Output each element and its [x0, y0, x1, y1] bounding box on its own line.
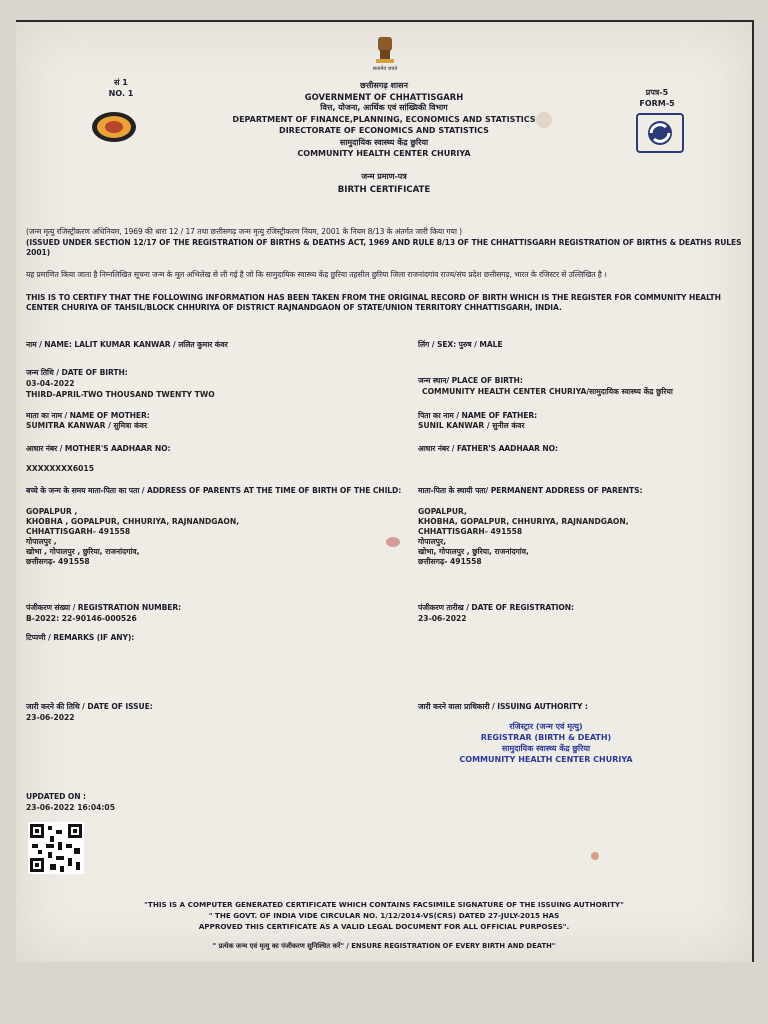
name-row [26, 340, 228, 350]
address-perm-label: माता-पिता के स्थायी पता/ PERMANENT ADDRESS OF PARENTS: [418, 486, 643, 495]
chc-title: COMMUNITY HEALTH CENTER CHURIYA [297, 149, 471, 158]
issued-under-hi: (जन्म मृत्यु रजिस्ट्रीकरण अधिनियम, 1969 की धारा 12 / 17 तथा छत्तीसगढ़ जन्म मृत्यु रजिस्ट्रीकरण नियम, 2001 के नियम 8/13 के अंतर्गत जारी किया गया ) [26, 227, 463, 236]
chc-hi: सामुदायिक स्वास्थ्य केंद्र छुरिया [339, 138, 429, 147]
address-birth-line: गोपालपुर , [26, 537, 57, 546]
registration-number-label: पंजीकरण संख्या / REGISTRATION NUMBER: [26, 603, 182, 612]
authority-line: COMMUNITY HEALTH CENTER CHURIYA [459, 755, 633, 764]
address-perm-line: CHHATTISGARH- 491558 [418, 527, 523, 536]
registration-number-value: B-2022: 22-90146-000526 [26, 614, 137, 623]
updated-on-label: UPDATED ON : [26, 792, 86, 801]
paper-stain [386, 537, 400, 547]
father-label: पिता का नाम / NAME OF FATHER: [418, 411, 538, 420]
issued-under-en: (ISSUED UNDER SECTION 12/17 OF THE REGISTRATION OF BIRTHS & DEATHS ACT, 1969 AND RULE 8/13 OF THE CHHATTISGARH REGISTRATION OF BIRTHS & DEATHS RULES 2001) [26, 238, 742, 257]
certificate-page [16, 20, 754, 962]
footer-line: "THIS IS A COMPUTER GENERATED CERTIFICATE WHICH CONTAINS FACSIMILE SIGNATURE OF THE ISSUING AUTHORITY" [144, 900, 624, 909]
registration-date-value: 23-06-2022 [418, 614, 467, 623]
authority-line: REGISTRAR (BIRTH & DEATH) [480, 733, 612, 742]
father-aadhaar-label: आधार नंबर / FATHER'S AADHAAR NO: [418, 444, 558, 453]
directorate-title: DIRECTORATE OF ECONOMICS AND STATISTICS [279, 126, 489, 135]
certify-en: THIS IS TO CERTIFY THAT THE FOLLOWING INFORMATION HAS BEEN TAKEN FROM THE ORIGINAL RECORD OF BIRTH WHICH IS THE REGISTER FOR COMMUNITY HEALTH CENTER CHURIYA OF TAHSIL/BLOCK CHHURIYA OF DISTRICT RAJNANDGAON OF STATE/UNION TERRITORY CHHATTISGARH, INDIA. [26, 293, 721, 312]
no-hi: सं 1 [114, 78, 128, 87]
mother-aadhaar-label: आधार नंबर / MOTHER'S AADHAAR NO: [26, 444, 171, 453]
address-birth-line: CHHATTISGARH- 491558 [26, 527, 131, 536]
dob-value: 03-04-2022 [26, 379, 75, 388]
address-perm-line: छत्तीसगढ़- 491558 [418, 557, 482, 566]
address-birth-line: खोभा , गोपालपुर , छुरिया, राजनांदगांव, [26, 547, 140, 556]
sex-label: लिंग / SEX: [418, 340, 457, 349]
state-hi: छत्तीसगढ़ शासन [360, 81, 408, 90]
issue-date-value: 23-06-2022 [26, 713, 75, 722]
issue-date-label: जारी करने की तिथि / DATE OF ISSUE: [26, 702, 153, 711]
qr-code-icon [28, 822, 84, 874]
department-title: DEPARTMENT OF FINANCE,PLANNING, ECONOMICS AND STATISTICS [232, 115, 536, 124]
no-en: NO. 1 [108, 89, 134, 98]
issuing-authority-label: जारी करने वाला प्राधिकारी / ISSUING AUTHORITY : [418, 702, 588, 711]
sex-row [418, 340, 502, 350]
authority-line: रजिस्ट्रार (जन्म एवं मृत्यु) [509, 722, 583, 731]
form-en: FORM-5 [639, 99, 675, 108]
dob-label: जन्म तिथि / DATE OF BIRTH: [26, 368, 128, 377]
updated-on-value: 23-06-2022 16:04:05 [26, 803, 115, 812]
remarks-label: टिप्पणी / REMARKS (IF ANY): [26, 633, 135, 642]
footer-line: " प्रत्येक जन्म एवं मृत्यु का पंजीकरण सुनिश्चित करें" / ENSURE REGISTRATION OF EVERY BIRTH AND DEATH" [212, 942, 556, 950]
authority-line: सामुदायिक स्वास्थ्य केंद्र छुरिया [501, 744, 591, 753]
pob-label: जन्म स्थान/ PLACE OF BIRTH: [418, 376, 523, 385]
sex-value: पुरुष / MALE [458, 340, 503, 349]
address-birth-line: छत्तीसगढ़- 491558 [26, 557, 90, 566]
department-hi: वित्त, योजना, आर्थिक एवं सांख्यिकी विभाग [320, 103, 448, 112]
national-emblem-icon [370, 34, 400, 66]
pob-value: COMMUNITY HEALTH CENTER CHURIYA/सामुदायिक स्वास्थ्य केंद्र छुरिया [422, 387, 673, 396]
footer-line: " THE GOVT. OF INDIA VIDE CIRCULAR NO. 1/12/2014-VS(CRS) DATED 27-JULY-2015 HAS [208, 911, 560, 920]
mother-aadhaar-value: XXXXXXXX6015 [26, 464, 94, 473]
address-birth-line: KHOBHA , GOPALPUR, CHHURIYA, RAJNANDGAON, [26, 517, 240, 526]
paper-stain [591, 852, 599, 860]
address-perm-line: KHOBHA, GOPALPUR, CHHURIYA, RAJNANDGAON, [418, 517, 629, 526]
address-birth-label: बच्चे के जन्म के समय माता-पिता का पता / ADDRESS OF PARENTS AT THE TIME OF BIRTH OF THE CHILD: [26, 486, 402, 495]
mother-label: माता का नाम / NAME OF MOTHER: [26, 411, 150, 420]
dob-words: THIRD-APRIL-TWO THOUSAND TWENTY TWO [26, 390, 215, 399]
form-hi: प्रपत्र-5 [645, 88, 669, 97]
mother-value: SUMITRA KANWAR / सुमित्रा कंवर [26, 421, 148, 430]
certificate-title: BIRTH CERTIFICATE [337, 185, 431, 195]
registration-date-label: पंजीकरण तारीख / DATE OF REGISTRATION: [418, 603, 574, 612]
name-value: LALIT KUMAR KANWAR / ललित कुमार कंवर [74, 340, 228, 349]
government-title: GOVERNMENT OF CHHATTISGARH [304, 92, 464, 102]
father-value: SUNIL KANWAR / सुनील कंवर [418, 421, 525, 430]
name-label: नाम / NAME: [26, 340, 72, 349]
emblem-caption: सत्यमेव जयते [372, 66, 398, 72]
address-birth-line: GOPALPUR , [26, 507, 78, 516]
certify-hi: यह प्रमाणित किया जाता है निम्नलिखित सूचना जन्म के मूल अभिलेख से ली गई है जो कि सामुदायिक स्वास्थ्य केंद्र छुरिया तहसील छुरिया जिला राजनांदगांव राज्य/संघ प्रदेश छत्तीसगढ़, भारत के रजिस्टर से उल्लिखित है । [26, 270, 607, 279]
address-perm-line: गोपालपुर, [418, 537, 446, 546]
address-perm-line: खोभा, गोपालपुर , छुरिया, राजनांदगांव, [418, 547, 529, 556]
footer-line: APPROVED THIS CERTIFICATE AS A VALID LEGAL DOCUMENT FOR ALL OFFICIAL PURPOSES". [198, 922, 570, 931]
certificate-hi: जन्म प्रमाण-पत्र [361, 172, 407, 181]
address-perm-line: GOPALPUR, [418, 507, 467, 516]
